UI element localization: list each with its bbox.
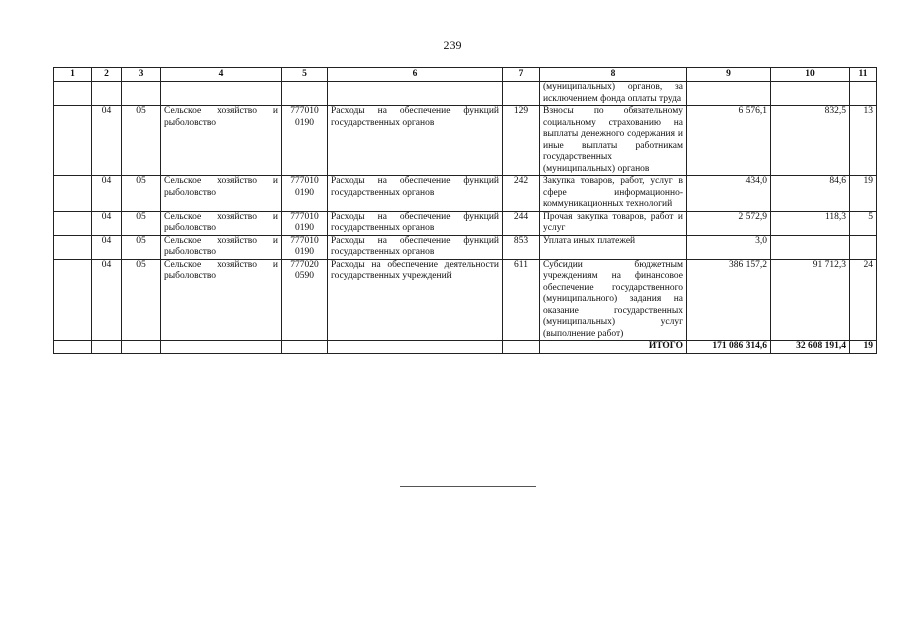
cell-amount-10: [771, 82, 850, 106]
total-empty-cell: [92, 341, 122, 354]
cell-target-name: [328, 82, 503, 106]
cell-expense-name: (муниципальных) органов, за исключением фонда оплаты труда: [540, 82, 687, 106]
cell-expense-code: 242: [503, 176, 540, 212]
column-header: 10: [771, 68, 850, 82]
cell-col1: [54, 82, 92, 106]
header-row: [54, 68, 877, 82]
table-row: [54, 259, 877, 341]
column-header: 11: [850, 68, 877, 82]
total-empty-cell: [54, 341, 92, 354]
cell-expense-name: Уплата иных платежей: [540, 235, 687, 259]
total-empty-cell: [161, 341, 282, 354]
cell-expense-name: Прочая закупка товаров, работ и услуг: [540, 211, 687, 235]
column-header: 4: [161, 68, 282, 82]
cell-col1: [54, 259, 92, 341]
cell-expense-code: 244: [503, 211, 540, 235]
cell-expense-name: Субсидии бюджетным учреждениям на финансовое обеспечение государственного (муниципального) задания на оказание государственных (муниципальных) услуг (выполнение работ): [540, 259, 687, 341]
cell-amount-10: 84,6: [771, 176, 850, 212]
cell-target-code: 777020 0590: [282, 259, 328, 341]
cell-target-name: Расходы на обеспечение функций государственных органов: [328, 235, 503, 259]
cell-expense-name: Закупка товаров, работ, услуг в сфере информационно-коммуникационных технологий: [540, 176, 687, 212]
column-header: 9: [687, 68, 771, 82]
cell-amount-10: 91 712,3: [771, 259, 850, 341]
cell-section-name: Сельское хозяйство и рыболовство: [161, 211, 282, 235]
cell-subsection: [122, 82, 161, 106]
column-header: 1: [54, 68, 92, 82]
cell-col1: [54, 176, 92, 212]
cell-amount-10: 832,5: [771, 106, 850, 176]
cell-amount-10: [771, 235, 850, 259]
cell-col11: 5: [850, 211, 877, 235]
column-header: 6: [328, 68, 503, 82]
cell-col1: [54, 211, 92, 235]
cell-section: 04: [92, 259, 122, 341]
cell-section: 04: [92, 211, 122, 235]
table-row: [54, 235, 877, 259]
column-header: 8: [540, 68, 687, 82]
cell-target-name: Расходы на обеспечение функций государственных органов: [328, 176, 503, 212]
cell-amount-10: 118,3: [771, 211, 850, 235]
page-number: 239: [443, 38, 462, 52]
cell-col11: [850, 82, 877, 106]
cell-expense-code: 129: [503, 106, 540, 176]
cell-subsection: 05: [122, 176, 161, 212]
total-empty-cell: [328, 341, 503, 354]
column-header: 7: [503, 68, 540, 82]
cell-col11: [850, 235, 877, 259]
total-amount-10: 32 608 191,4: [771, 341, 850, 354]
cell-subsection: 05: [122, 235, 161, 259]
total-label: ИТОГО: [540, 341, 687, 354]
cell-target-name: Расходы на обеспечение функций государственных органов: [328, 211, 503, 235]
cell-amount-9: 2 572,9: [687, 211, 771, 235]
cell-col1: [54, 106, 92, 176]
cell-amount-9: 6 576,1: [687, 106, 771, 176]
cell-target-name: Расходы на обеспечение деятельности государственных учреждений: [328, 259, 503, 341]
footer-divider: [400, 486, 536, 487]
cell-amount-9: 386 157,2: [687, 259, 771, 341]
total-empty-cell: [122, 341, 161, 354]
table-row: [54, 176, 877, 212]
column-header: 3: [122, 68, 161, 82]
total-empty-cell: [282, 341, 328, 354]
cell-expense-code: [503, 82, 540, 106]
cell-target-code: 777010 0190: [282, 235, 328, 259]
cell-amount-9: [687, 82, 771, 106]
total-empty-cell: [503, 341, 540, 354]
total-row: [54, 341, 877, 354]
cell-section-name: Сельское хозяйство и рыболовство: [161, 259, 282, 341]
cell-section: 04: [92, 106, 122, 176]
total-col11: 19: [850, 341, 877, 354]
cell-target-code: 777010 0190: [282, 211, 328, 235]
cell-section-name: Сельское хозяйство и рыболовство: [161, 235, 282, 259]
cell-target-name: Расходы на обеспечение функций государственных органов: [328, 106, 503, 176]
total-amount-9: 171 086 314,6: [687, 341, 771, 354]
budget-table: [53, 67, 877, 354]
cell-section-name: Сельское хозяйство и рыболовство: [161, 176, 282, 212]
cell-col11: 24: [850, 259, 877, 341]
cell-target-code: [282, 82, 328, 106]
cell-section-name: [161, 82, 282, 106]
column-header: 5: [282, 68, 328, 82]
column-header: 2: [92, 68, 122, 82]
cell-subsection: 05: [122, 211, 161, 235]
cell-target-code: 777010 0190: [282, 106, 328, 176]
cell-section: [92, 82, 122, 106]
cell-amount-9: 434,0: [687, 176, 771, 212]
cell-subsection: 05: [122, 106, 161, 176]
cell-col11: 19: [850, 176, 877, 212]
cell-target-code: 777010 0190: [282, 176, 328, 212]
cell-col1: [54, 235, 92, 259]
cell-section: 04: [92, 176, 122, 212]
cell-section-name: Сельское хозяйство и рыболовство: [161, 106, 282, 176]
table-row: [54, 106, 877, 176]
cell-expense-name: Взносы по обязательному социальному страхованию на выплаты денежного содержания и иные выплаты работникам государственных (муниципальных) органов: [540, 106, 687, 176]
cell-section: 04: [92, 235, 122, 259]
cell-expense-code: 853: [503, 235, 540, 259]
table-row: [54, 82, 877, 106]
cell-expense-code: 611: [503, 259, 540, 341]
table-row: [54, 211, 877, 235]
cell-amount-9: 3,0: [687, 235, 771, 259]
cell-subsection: 05: [122, 259, 161, 341]
cell-col11: 13: [850, 106, 877, 176]
